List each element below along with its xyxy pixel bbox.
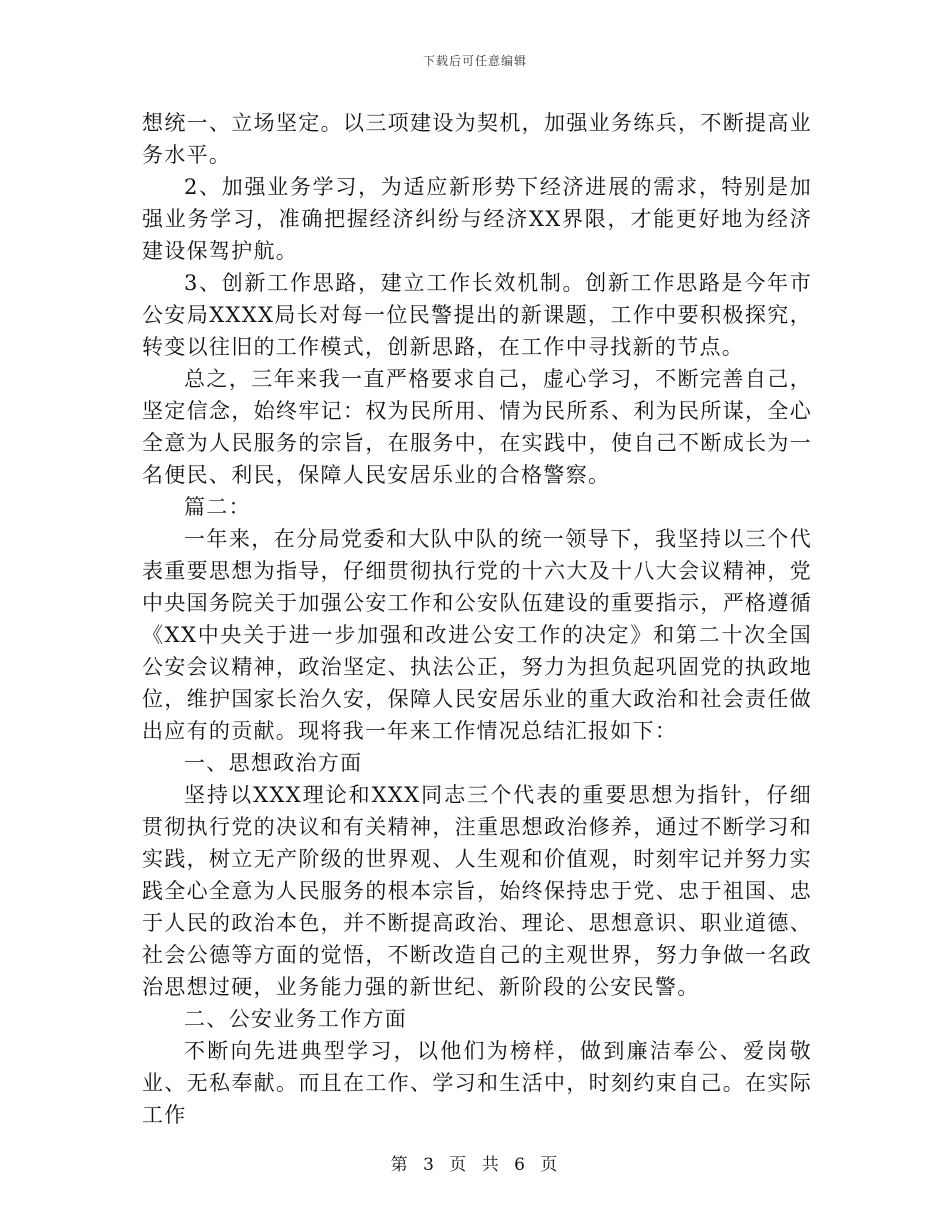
paragraph-police-work: 不断向先进典型学习，以他们为榜样，做到廉洁奉公、爱岗敬业、无私奉献。而且在工作、学习和生活中，时刻约束自己。在实际工作	[142, 1039, 812, 1127]
section-heading-police-work: 二、公安业务工作方面	[184, 1007, 407, 1031]
paragraph-summary: 总之，三年来我一直严格要求自己，虚心学习，不断完善自己，坚定信念，始终牢记：权为民所用、情为民所系、利为民所谋，全心全意为人民服务的宗旨，在服务中，在实践中，使自己不断成长为一名便民、利民，保障人民安居乐业的合格警察。	[142, 367, 812, 487]
section-heading-part-two: 篇二：	[184, 495, 251, 519]
section-heading-political: 一、思想政治方面	[184, 751, 363, 775]
paragraph-item-2: 2、加强业务学习，为适应新形势下经济进展的需求，特别是加强业务学习，准确把握经济纠纷与经济XX界限，才能更好地为经济建设保驾护航。	[142, 175, 812, 263]
paragraph-continuation: 想统一、立场坚定。以三项建设为契机，加强业务练兵，不断提高业务水平。	[142, 111, 812, 167]
page-number: 第 3 页 共 6 页	[390, 1155, 560, 1175]
paragraph-item-3: 3、创新工作思路，建立工作长效机制。创新工作思路是今年市公安局XXXX局长对每一位民警提出的新课题，工作中要积极探究，转变以往旧的工作模式，创新思路，在工作中寻找新的节点。	[142, 271, 812, 359]
paragraph-intro: 一年来，在分局党委和大队中队的统一领导下，我坚持以三个代表重要思想为指导，仔细贯彻执行党的十六大及十八大会议精神，党中央国务院关于加强公安工作和公安队伍建设的重要指示，严格遵循《XX中央关于进一步加强和改进公安工作的决定》和第二十次全国公安会议精神，政治坚定、执法公正，努力为担负起巩固党的执政地位，维护国家长治久安，保障人民安居乐业的重大政治和社会责任做出应有的贡献。现将我一年来工作情况总结汇报如下：	[142, 527, 812, 743]
paragraph-political: 坚持以XXX理论和XXX同志三个代表的重要思想为指针，仔细贯彻执行党的决议和有关精神，注重思想政治修养，通过不断学习和实践，树立无产阶级的世界观、人生观和价值观，时刻牢记并努力实践全心全意为人民服务的根本宗旨，始终保持忠于党、忠于祖国、忠于人民的政治本色，并不断提高政治、理论、思想意识、职业道德、社会公德等方面的觉悟，不断改造自己的主观世界，努力争做一名政治思想过硬，业务能力强的新世纪、新阶段的公安民警。	[142, 783, 812, 999]
page-header-note: 下载后可任意编辑	[422, 54, 527, 68]
document-body	[142, 107, 812, 1131]
